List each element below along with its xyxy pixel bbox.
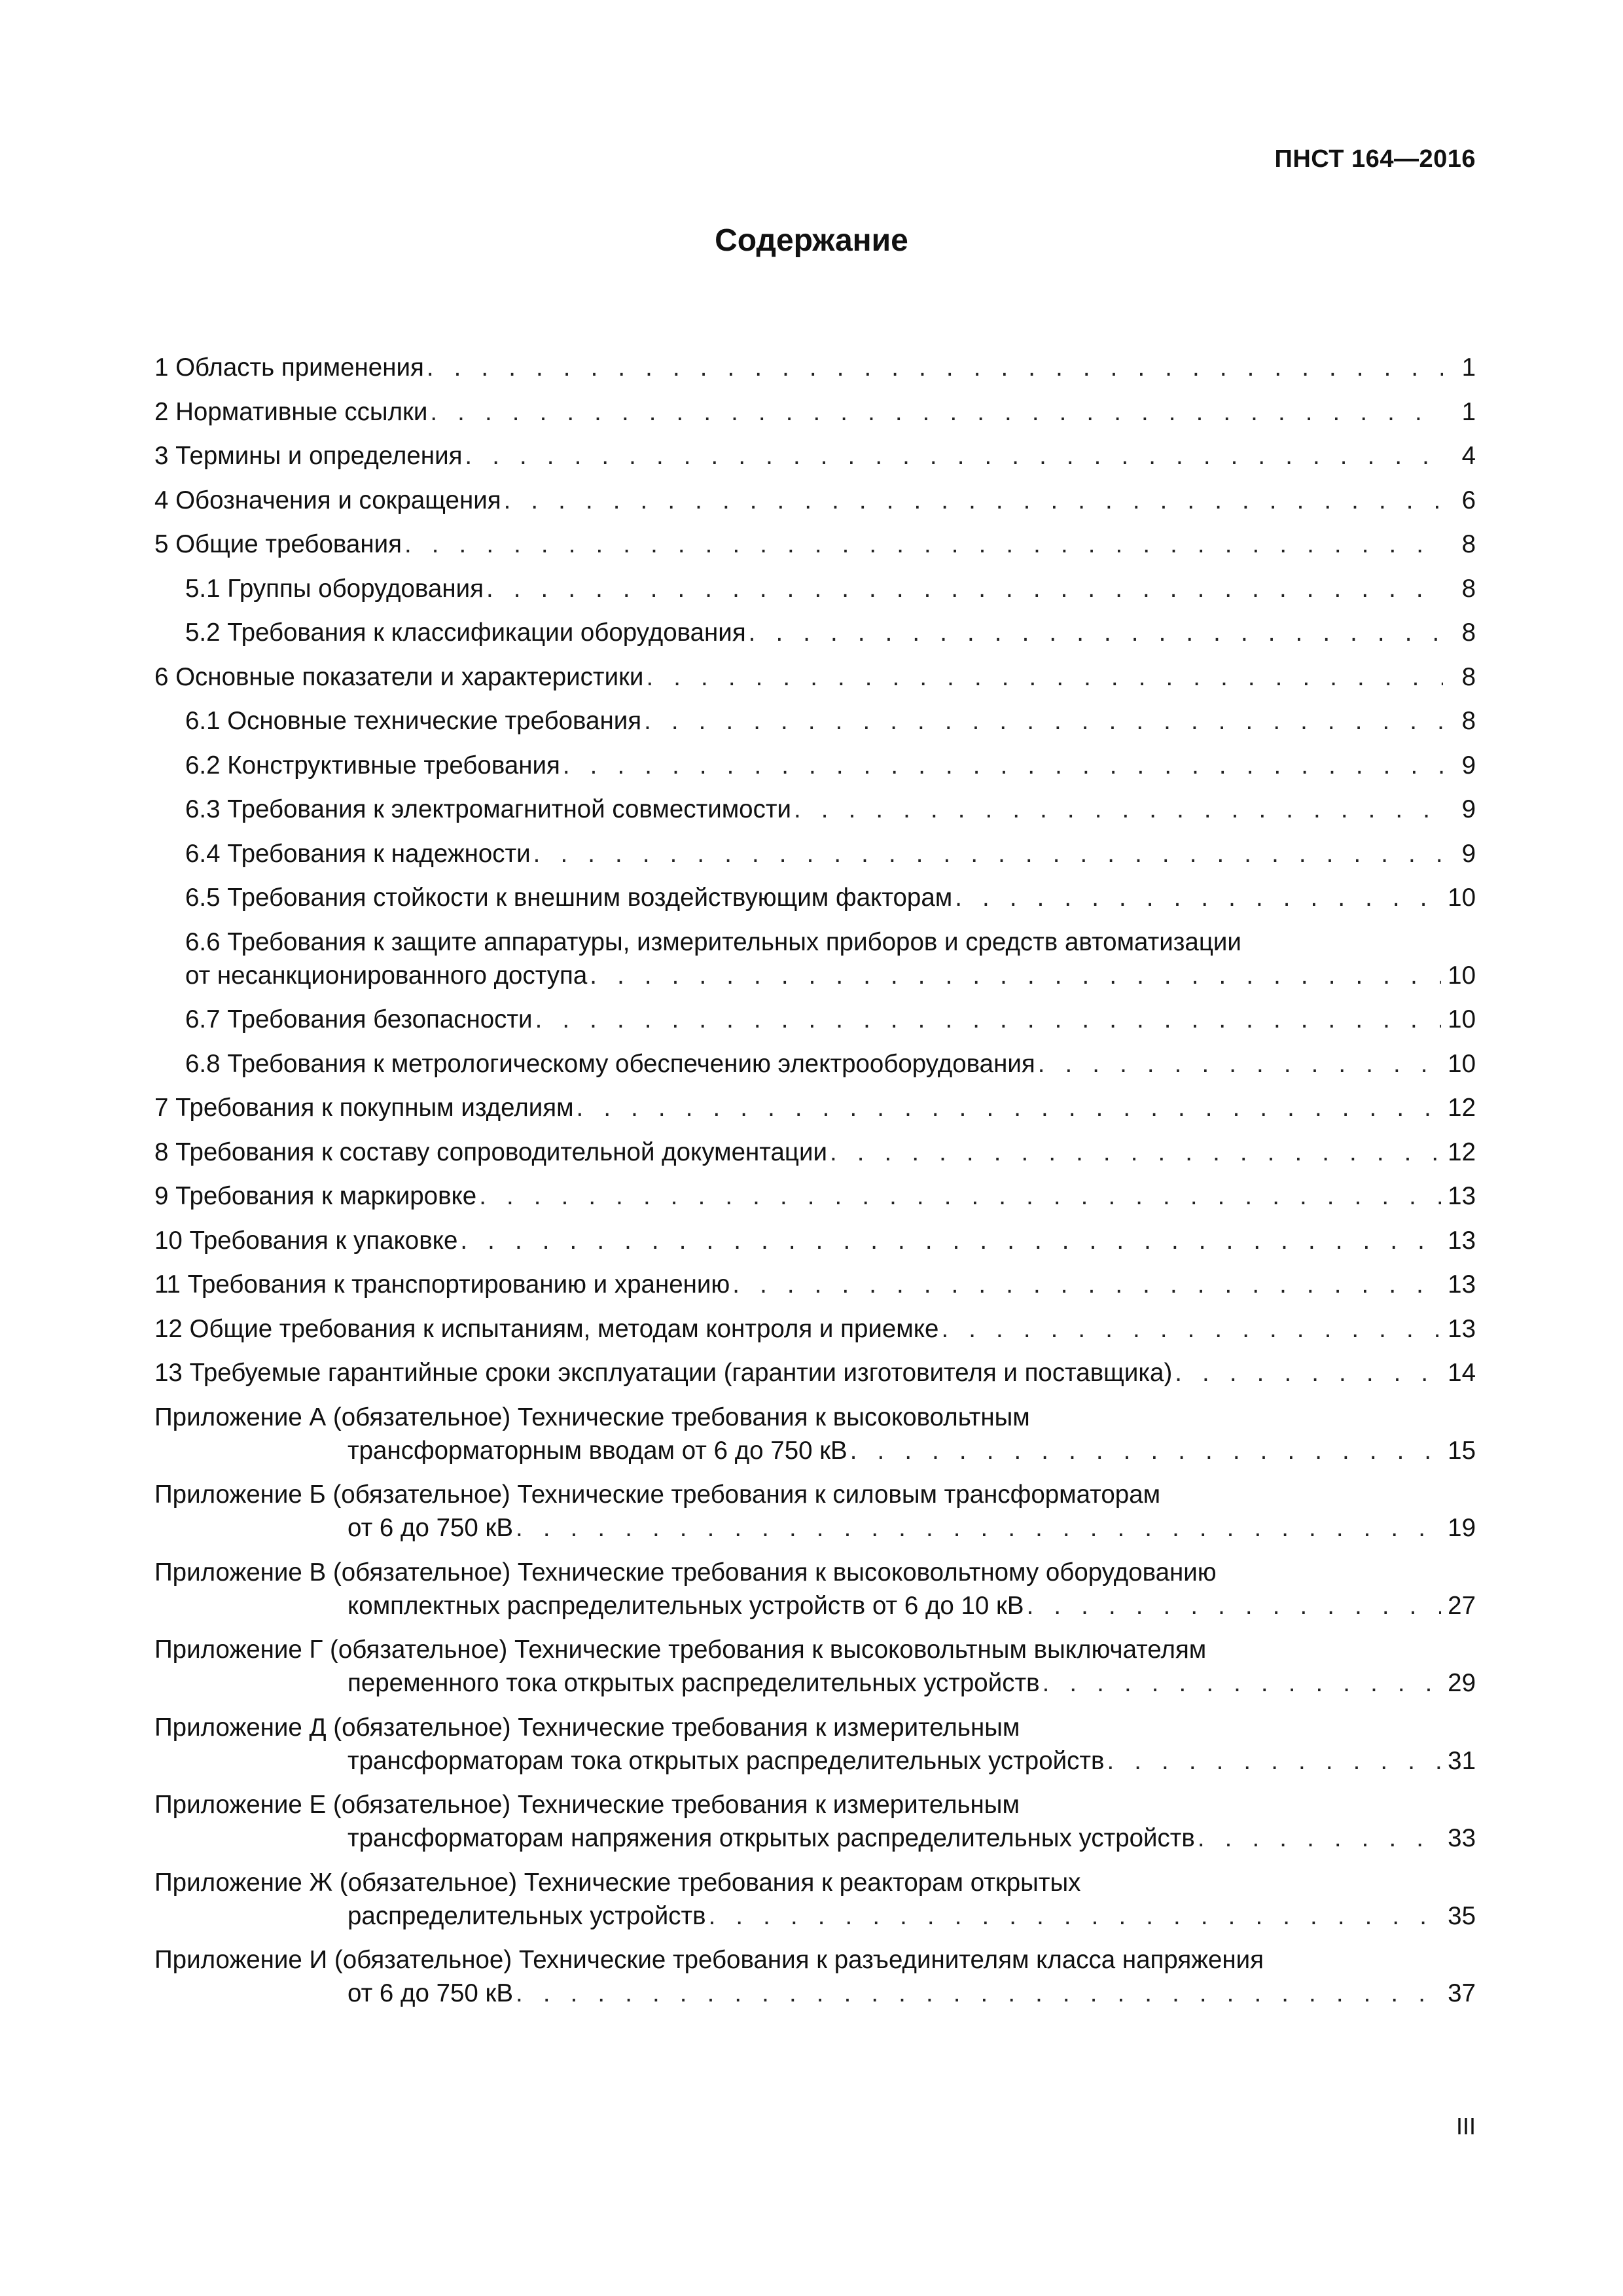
dot-leader	[533, 837, 1443, 870]
toc-entry-title: Приложение Е (обязательное) Технические требования к измерительным	[154, 1791, 1020, 1819]
toc-entry-page: 27	[1448, 1591, 1476, 1620]
toc-entry[interactable]	[154, 1356, 1476, 1390]
toc-entry-title: 11 Требования к транспортированию и хранению	[154, 1270, 730, 1299]
toc-entry-title-continued: комплектных распределительных устройств от 6 до 10 кВ	[348, 1591, 1024, 1620]
toc-entry-page: 4	[1461, 442, 1476, 470]
toc-entry-title: 6.1 Основные технические требования	[185, 707, 642, 735]
toc-annex-entry[interactable]	[154, 1401, 1476, 1467]
dot-leader	[516, 1977, 1441, 2010]
toc-entry-title: 5.1 Группы оборудования	[185, 574, 484, 603]
toc-annex-entry[interactable]	[154, 1478, 1476, 1545]
toc-entry-title: Приложение Б (обязательное) Технические требования к силовым трансформаторам	[154, 1480, 1161, 1509]
toc-entry[interactable]	[154, 484, 1476, 517]
toc-entry-page: 8	[1461, 619, 1476, 647]
toc-annex-entry[interactable]	[154, 1943, 1476, 2010]
toc-entry[interactable]	[154, 1179, 1476, 1213]
toc-entry-title: Приложение А (обязательное) Технические требования к высоковольтным	[154, 1403, 1030, 1431]
toc-entry-title: Приложение В (обязательное) Технические требования к высоковольтному оборудованию	[154, 1558, 1217, 1587]
dot-leader	[1107, 1744, 1441, 1778]
toc-entry-title: 6 Основные показатели и характеристики	[154, 662, 644, 691]
dot-leader	[577, 1091, 1442, 1124]
toc-entry-page: 35	[1448, 1901, 1476, 1930]
toc-entry-title: 6.8 Требования к метрологическому обеспечению электрооборудования	[185, 1049, 1035, 1078]
toc-entry-page: 10	[1448, 961, 1476, 990]
toc-entry-page: 9	[1461, 839, 1476, 868]
dot-leader	[732, 1268, 1441, 1301]
dot-leader	[709, 1899, 1442, 1933]
toc-entry-title: 4 Обозначения и сокращения	[154, 486, 501, 514]
dot-leader	[535, 1003, 1442, 1036]
dot-leader	[794, 793, 1443, 826]
table-of-contents	[154, 351, 1476, 2021]
toc-subentry[interactable]	[154, 1003, 1476, 1036]
toc-entry-page: 14	[1448, 1359, 1476, 1387]
toc-entry-title: Приложение Д (обязательное) Технические требования к измерительным	[154, 1713, 1020, 1742]
toc-entry-title: 5 Общие требования	[154, 530, 402, 558]
toc-subentry[interactable]	[154, 881, 1476, 914]
toc-entry-title: Приложение Г (обязательное) Технические требования к высоковольтным выключателям	[154, 1636, 1207, 1664]
dot-leader	[850, 1434, 1441, 1467]
toc-entry-page: 8	[1461, 707, 1476, 735]
toc-entry[interactable]	[154, 395, 1476, 429]
dot-leader	[479, 1179, 1441, 1213]
toc-subentry[interactable]	[154, 616, 1476, 649]
toc-entry-title: 6.4 Требования к надежности	[185, 839, 531, 868]
toc-subentry[interactable]	[154, 837, 1476, 870]
toc-entry[interactable]	[154, 660, 1476, 694]
toc-entry-title: 8 Требования к составу сопроводительной документации	[154, 1138, 827, 1166]
toc-entry-title-continued: трансформаторам тока открытых распределительных устройств	[348, 1746, 1105, 1775]
toc-entry-title-continued: от 6 до 750 кВ	[348, 1514, 514, 1542]
dot-leader	[955, 881, 1441, 914]
toc-entry-title-continued: трансформаторам напряжения открытых распределительных устройств	[348, 1824, 1195, 1852]
toc-entry-title: 3 Термины и определения	[154, 442, 463, 470]
toc-entry-title-continued: трансформаторным вводам от 6 до 750 кВ	[348, 1436, 847, 1465]
page-number: III	[1455, 2113, 1476, 2140]
dot-leader	[465, 439, 1443, 473]
toc-annex-entry[interactable]	[154, 1788, 1476, 1855]
dot-leader	[504, 484, 1443, 517]
dot-leader	[644, 704, 1443, 738]
toc-entry-page: 9	[1461, 751, 1476, 780]
document-code: ПНСТ 164—2016	[1274, 145, 1476, 173]
toc-entry[interactable]	[154, 1312, 1476, 1346]
dot-leader	[749, 616, 1443, 649]
toc-entry-page: 6	[1461, 486, 1476, 514]
toc-entry-title: 12 Общие требования к испытаниям, методам контроля и приемке	[154, 1314, 939, 1343]
toc-entry-title: 9 Требования к маркировке	[154, 1182, 477, 1210]
toc-entry-title-continued: от несанкционированного доступа	[185, 961, 588, 990]
dot-leader	[1027, 1589, 1442, 1623]
dot-leader	[486, 572, 1443, 605]
toc-entry-page: 10	[1448, 1049, 1476, 1078]
toc-entry-title: 6.6 Требования к защите аппаратуры, измерительных приборов и средств автоматизации	[185, 927, 1241, 956]
toc-entry[interactable]	[154, 1268, 1476, 1301]
toc-entry-title: 13 Требуемые гарантийные сроки эксплуатации (гарантии изготовителя и поставщика)	[154, 1359, 1173, 1387]
toc-entry-page: 12	[1448, 1138, 1476, 1166]
toc-annex-entry[interactable]	[154, 1633, 1476, 1700]
toc-entry-title: 2 Нормативные ссылки	[154, 397, 428, 426]
toc-entry-page: 19	[1448, 1514, 1476, 1542]
toc-entry-page: 33	[1448, 1824, 1476, 1852]
toc-entry-title: Приложение И (обязательное) Технические требования к разъединителям класса напряжения	[154, 1946, 1264, 1974]
toc-entry-page: 13	[1448, 1314, 1476, 1343]
toc-entry-page: 9	[1461, 795, 1476, 823]
toc-entry-title: Приложение Ж (обязательное) Технические требования к реакторам открытых	[154, 1868, 1081, 1897]
toc-entry-title: 10 Требования к упаковке	[154, 1226, 458, 1255]
dot-leader	[516, 1511, 1441, 1545]
toc-annex-entry[interactable]	[154, 1556, 1476, 1623]
toc-subentry[interactable]	[154, 925, 1476, 992]
toc-entry-title-continued: распределительных устройств	[348, 1901, 706, 1930]
toc-entry-page: 13	[1448, 1182, 1476, 1210]
toc-subentry[interactable]	[154, 749, 1476, 782]
toc-entry[interactable]	[154, 1136, 1476, 1169]
dot-leader	[1175, 1356, 1441, 1390]
dot-leader	[590, 959, 1441, 992]
toc-entry-title-continued: переменного тока открытых распределительных устройств	[348, 1669, 1040, 1697]
toc-entry-page: 12	[1448, 1094, 1476, 1122]
toc-entry-title: 6.7 Требования безопасности	[185, 1005, 533, 1033]
dot-leader	[830, 1136, 1441, 1169]
dot-leader	[563, 749, 1443, 782]
toc-subentry[interactable]	[154, 793, 1476, 826]
toc-entry-page: 1	[1461, 353, 1476, 382]
dot-leader	[1038, 1047, 1441, 1081]
dot-leader	[404, 528, 1443, 561]
dot-leader	[941, 1312, 1441, 1346]
toc-entry[interactable]	[154, 1091, 1476, 1124]
dot-leader	[1198, 1821, 1441, 1855]
toc-entry-page: 10	[1448, 1005, 1476, 1033]
toc-entry-page: 29	[1448, 1669, 1476, 1697]
toc-entry-title: 7 Требования к покупным изделиям	[154, 1094, 574, 1122]
toc-entry[interactable]	[154, 439, 1476, 473]
toc-subentry[interactable]	[154, 1047, 1476, 1081]
toc-annex-entry[interactable]	[154, 1866, 1476, 1933]
dot-leader	[460, 1224, 1441, 1257]
toc-entry-page: 13	[1448, 1270, 1476, 1299]
toc-entry-page: 8	[1461, 530, 1476, 558]
toc-subentry[interactable]	[154, 572, 1476, 605]
toc-entry-title: 6.3 Требования к электромагнитной совместимости	[185, 795, 791, 823]
toc-subentry[interactable]	[154, 704, 1476, 738]
toc-entry-title: 6.5 Требования стойкости к внешним воздействующим факторам	[185, 884, 953, 912]
dot-leader	[430, 395, 1443, 429]
toc-entry-title: 5.2 Требования к классификации оборудования	[185, 619, 746, 647]
toc-entry-page: 37	[1448, 1979, 1476, 2007]
toc-entry-title-continued: от 6 до 750 кВ	[348, 1979, 514, 2007]
toc-entry-page: 1	[1461, 397, 1476, 426]
toc-entry-page: 31	[1448, 1746, 1476, 1775]
dot-leader	[646, 660, 1443, 694]
toc-entry-title: 6.2 Конструктивные требования	[185, 751, 560, 780]
toc-entry-page: 13	[1448, 1226, 1476, 1255]
page-title: Содержание	[715, 223, 908, 258]
toc-entry[interactable]	[154, 528, 1476, 561]
dot-leader	[1043, 1666, 1442, 1700]
toc-entry[interactable]	[154, 1224, 1476, 1257]
toc-entry-title: 1 Область применения	[154, 353, 424, 382]
toc-entry-page: 15	[1448, 1436, 1476, 1465]
toc-entry-page: 8	[1461, 662, 1476, 691]
toc-annex-entry[interactable]	[154, 1711, 1476, 1778]
toc-entry-page: 8	[1461, 574, 1476, 603]
toc-entry-page: 10	[1448, 884, 1476, 912]
toc-entry[interactable]	[154, 351, 1476, 384]
dot-leader	[427, 351, 1443, 384]
